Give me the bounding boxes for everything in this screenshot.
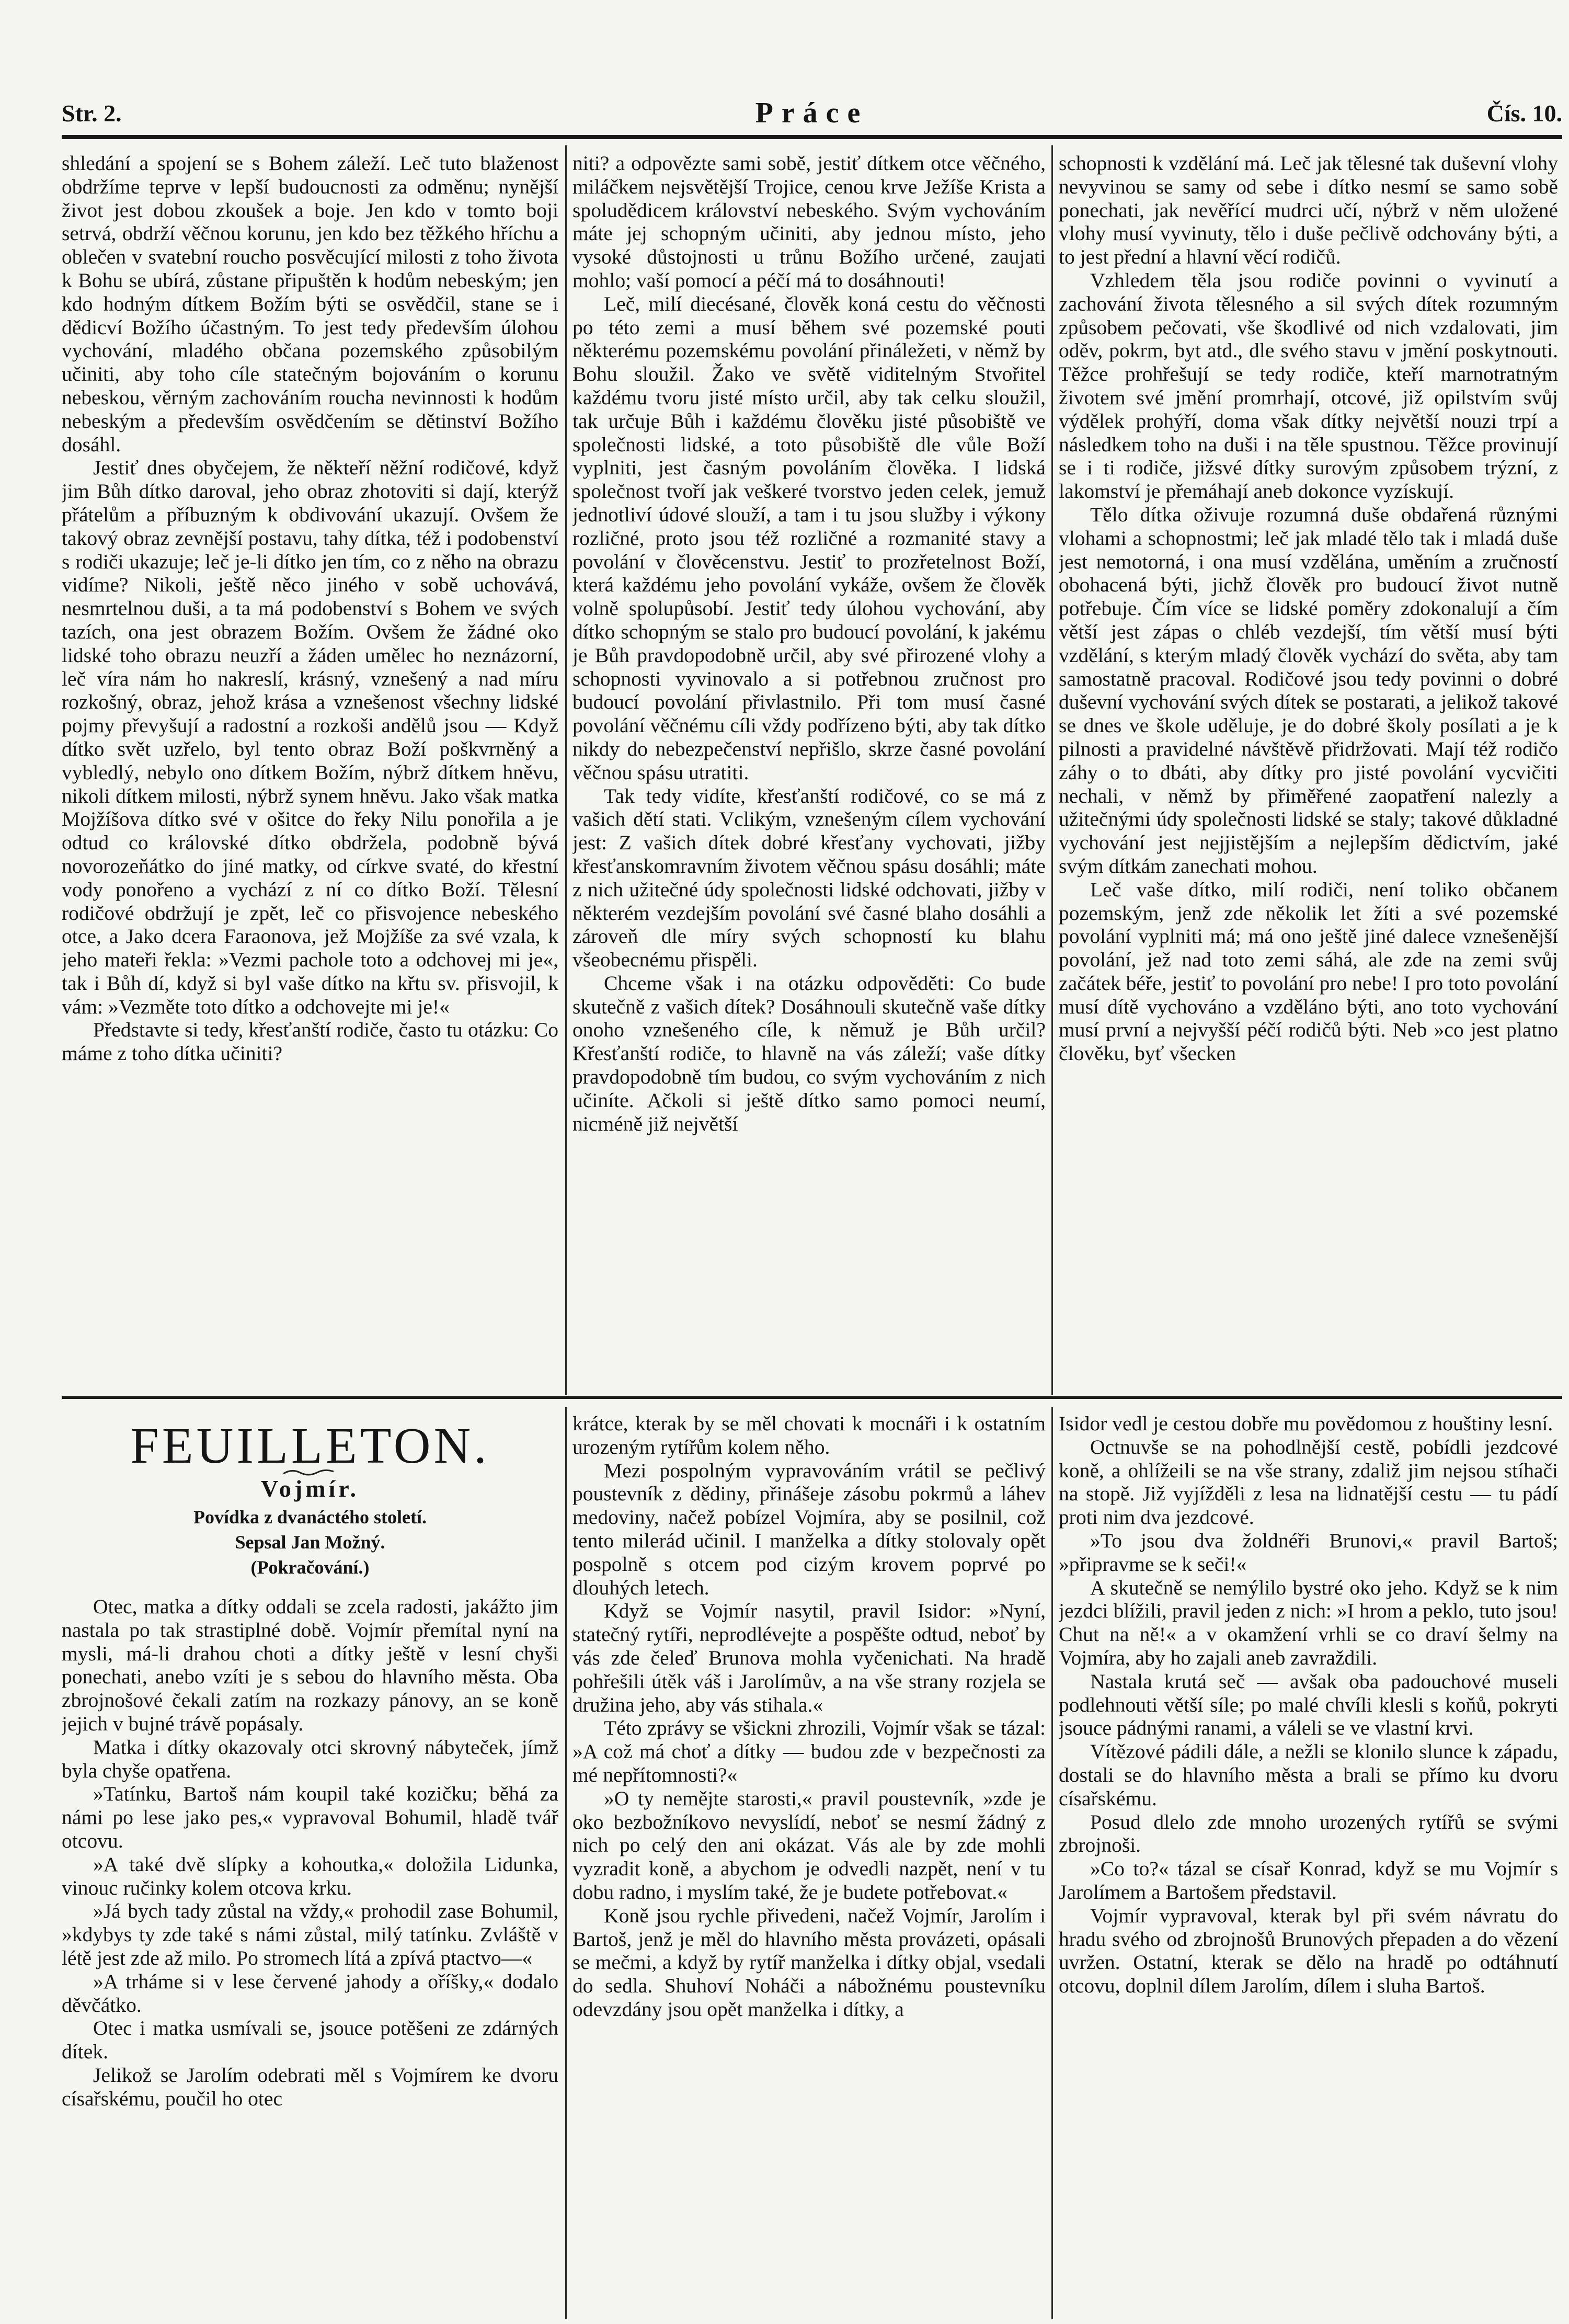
feuilleton-heading: FEUILLETON. (130, 1418, 490, 1474)
story-subtitle: Povídka z dvanáctého století. (193, 1507, 427, 1528)
paragraph: Posud dlelo zde mnoho urozených rytířů se svými zbrojnoši. (1059, 1810, 1558, 1857)
article-column-1 (62, 152, 558, 1391)
paragraph: Když se Vojmír nasytil, pravil Isidor: »Nyní, statečný rytíři, neprodlévejte a pospěšte odtud, neboť by vás zde čeleď Brunova mohla vyčenichati. Na hradě pohřešili útěk váš i Jarolímův, a na vše strany rozjela se družina jeho, aby vás stihala.« (572, 1599, 1046, 1716)
continuation-note: (Pokračování.) (250, 1557, 370, 1578)
feuilleton-column-2 (572, 1412, 1046, 2322)
paragraph: »To jsou dva žoldnéři Brunovi,« pravil Bartoš; »připravme se k seči!« (1059, 1529, 1558, 1576)
paragraph: Tak tedy vidíte, křesťanští rodičové, co se má z vašich dětí stati. Vclikým, vznešeným cílem vychování jest: Z vašich dítek dobré křesťany vychovati, jižby křesťanskomravním životem věčnou spásu dosáhli; máte z nich užitečné údy společnosti lidské odchovati, jižby v některém vezdejším povolání své časné blaho dosáhli a zároveň dle míry svých schopností ku blahu všeobecnému přispěli. (572, 784, 1046, 972)
paragraph: Otec i matka usmívali se, jsouce potěšeni ze zdárných dítek. (62, 2017, 558, 2064)
paragraph: Koně jsou rychle přivedeni, načež Vojmír, Jarolím i Bartoš, jenž je měl do hlavního města provázeti, opásali se mečmi, a když by rytíř manželka i dítky objal, vsedali do sedla. Shuhoví Noháči a nábožnému poustevníku odevzdány jsou opět manželka i dítky, a (572, 1904, 1046, 2021)
page-number: Str. 2. (62, 100, 122, 127)
paragraph: Leč vaše dítko, milí rodiči, není toliko občanem pozemským, jenž zde několik let žíti a své pozemské povolání vyplniti má; má ono ještě jiné dalece vznešenější povolání, jež nad toto zemi sáhá, ale zde na zemi svůj začátek béře, jestiť to povolání pro nebe! I pro toto povolání musí dítě vychováno a vzděláno býti, ano toto vychování musí první a nejvyšší péčí rodičů býti. Neb »co jest platno člověku, byť všecken (1059, 878, 1558, 1065)
paragraph: »A trháme si v lese červené jahody a oříšky,« dodalo děvčátko. (62, 1969, 558, 2017)
page-header (62, 94, 1562, 136)
paragraph: A skutečně se nemýlilo bystré oko jeho. Když se k nim jezdci blížili, pravil jeden z nich: »I hrom a peklo, tuto jsou! Chut na ně!« a v okamžení vrhli se co draví šelmy na Vojmíra, aby ho zajali aneb zavraždili. (1059, 1576, 1558, 1669)
paragraph: Tělo dítka oživuje rozumná duše obdařená různými vlohami a schopnostmi; leč jak mladé tělo tak i mladá duše jest nemotorná, i ona musí vzdělána, uměním a zručností obohacená býti, jichž člověk pro budoucí život nutně potřebuje. Čím více se lidské poměry zdokonalují a čím větší jest zápas o chléb vezdejší, tím větší musí býti vzdělání, s kterým mladý člověk vychází do světa, aby tam samostatně pracoval. Rodičové jsou tedy povinni o dobré duševní vychování svých dítek se postarati, a jelikož takové se dnes ve škole uděluje, je do dobré školy posílati a je k pilnosti a pravidelné návštěvě přidržovati. Mají též rodičo záhy o to dbáti, aby dítky pro jisté povolání vycvičiti nechali, v němž by přiměřené zaopatření nalezly a užitečnými údy společnosti lidské se staly; takové důkladné vychování jest nejjistějším a nejlepším dědictvím, jaké svým dítkám zanechati mohou. (1059, 503, 1558, 878)
paragraph: »Tatínku, Bartoš nám koupil také kozičku; běhá za námi po lese jako pes,« vypravoval Bohumil, hladě tvář otcovu. (62, 1782, 558, 1852)
column-divider (565, 145, 567, 1395)
paragraph: »Co to?« tázal se císař Konrad, když se mu Vojmír s Jarolímem a Bartošem představil. (1059, 1857, 1558, 1904)
paragraph: Jelikož se Jarolím odebrati měl s Vojmírem ke dvoru císařskému, poučil ho otec (62, 2063, 558, 2110)
paragraph: Chceme však i na otázku odpověděti: Co bude skutečně z vašich dítek? Dosáhnouli skutečně vaše dítky onoho vznešeného cíle, k němuž je Bůh určil? Křesťanští rodiče, to hlavně na vás záleží; vaše dítky pravdopodobně tím budou, co svým vychováním z nich učiníte. Ačkoli si ještě dítko samo pomoci neumí, nicméně již největší (572, 971, 1046, 1135)
article-column-3 (1059, 152, 1558, 1391)
feuilleton-column-3 (1059, 1412, 1558, 2322)
paragraph: Mezi pospolným vypravováním vrátil se pečlivý poustevník z dědiny, přinášeje zásobu pokrmů a láhev medoviny, načež pobízel Vojmíra, aby se posilnil, což tento milerád učinil. I manželka a dítky stolovaly opět pospolně s otcem pod cizým krovem poprvé po dlouhých letech. (572, 1459, 1046, 1599)
issue-number: Čís. 10. (1486, 100, 1562, 127)
article-column-2 (572, 152, 1046, 1391)
paragraph: Jestiť dnes obyčejem, že někteří něžní rodičové, když jim Bůh dítko daroval, jeho obraz zhotoviti si dají, kterýž přátelům a příbuzným k obdivování ukazují. Ovšem že takový obraz zevnější postavu, tahy dítka, též i podobenství s rodiči ukazuje; leč je-li dítko jen tím, co z něho na obrazu vidíme? Nikoli, ještě něco jiného v sobě uchovává, nesmrtelnou duši, a ta má podobenství s Bohem ve svých tazích, ona jest obrazem Božím. Ovšem že žádné oko lidské toho obrazu neuzří a žáden umělec ho neznázorní, leč víra nám ho nakreslí, krásný, vznešený a nad míru rozkošný, obraz, jehož krása a vznešenost všechny lidské pojmy převyšují a radostní a rozkoši andělů jsou — Když dítko svět uzřelo, byl tento obraz Boží poškvrněný a vybledlý, nebylo ono dítkem Božím, nýbrž dítkem hněvu, nikoli dítkem milosti, nýbrž synem hněvu. Jako však matka Mojžíšova dítko své v ošitce do řeky Nilu ponořila a je odtud co královské dítko obdržela, podobně bývá novorozeňátko do jiné matky, od církve svaté, do křestní vody ponořeno a vychází z ní co dítko Boží. Tělesní rodičové obdržují je zpět, leč co přisvojence nebeského otce, a Jako dcera Faraonova, jež Mojžíše za své vzala, k jeho mateři řekla: »Vezmi pachole toto a odchovej mi je«, tak i Bůh dí, když si byl vaše dítko na křtu sv. přisvojil, k vám: »Vezměte toto dítko a odchovejte mi je!« (62, 456, 558, 1018)
paragraph: Vítězové pádili dále, a nežli se klonilo slunce k západu, dostali se do hlavního města a brali se přímo ku dvoru císařskému. (1059, 1740, 1558, 1810)
paragraph: Leč, milí diecésané, člověk koná cestu do věčnosti po této zemi a musí během své pozemské pouti některému pozemskému povolání přináležeti, v němž by Bohu sloužil. Žako ve světě viditelným Stvořitel každému tvoru jisté místo určil, aby tak celku sloužil, tak určuje Bůh i každému člověku jisté působiště ve společnosti lidské, a toto působiště dle vůle Boží vyplniti, jest časným povoláním člověka. I lidská společnost tvoří jak veškeré tvorstvo jeden celek, jemuž jednotliví údové slouží, a tam i tu jsou služby i výkony rozličné, proto jsou též rozličné a rozmanité stavy a povolání v člověcenstvu. Jestiť to prozřetelnost Boží, která každému jeho povolání vykáže, ovšem že člověk volně spolupůsobí. Jestiť tedy úlohou vychování, aby dítko schopným se stalo pro budoucí povolání, k jakému je Bůh pravdopodobně určil, aby své přirozené vlohy a schopnosti vyvinovalo a si potřebnou zručnost pro budoucí povolání přivlastnilo. Při tom musí časné povolání věčnému cíli vždy podřízeno býti, aby tak dítko nikdy do nebezpečenství nepřišlo, skrze časné povolání věčnou spásu utratiti. (572, 292, 1046, 784)
feuilleton-column-1 (62, 1595, 558, 2322)
newspaper-title: Práce (755, 97, 869, 129)
paragraph: Představte si tedy, křesťanští rodiče, často tu otázku: Co máme z toho dítka učiniti? (62, 1018, 558, 1065)
paragraph: »Já bych tady zůstal na vždy,« prohodil zase Bohumil, »kdybys ty zde také s námi zůstal, milý tatínku. Zvláště v létě jest zde až milo. Po stromech lítá a zpívá ptactvo—« (62, 1899, 558, 1969)
paragraph: »O ty nemějte starosti,« pravil poustevník, »zde je oko bezbožníkovo nevyslídí, neboť se nesmí žádný z nich po celý den ani okázat. Vás ale by zde mohli vyzradit koně, a abychom je odvedli nazpět, není v tu dobu radno, i myslím také, že je budete potřebovat.« (572, 1786, 1046, 1904)
paragraph: Matka i dítky okazovaly otci skrovný nábyteček, jímž byla chyše opatřena. (62, 1735, 558, 1782)
feuilleton-rule (62, 1396, 1562, 1399)
column-divider (1051, 145, 1053, 1395)
paragraph: »A také dvě slípky a kohoutka,« doložila Lidunka, vinouc ručinky kolem otcova krku. (62, 1852, 558, 1899)
paragraph: krátce, kterak by se měl chovati k mocnáři i k ostatním urozeným rytířům kolem něho. (572, 1412, 1046, 1459)
paragraph: Isidor vedl je cestou dobře mu povědomou z houštiny lesní. (1059, 1412, 1553, 1435)
column-divider (1051, 1407, 1053, 2319)
paragraph: shledání a spojení se s Bohem záleží. Leč tuto blaženost obdržíme teprve v lepší budoucnosti za odměnu; nynější život jest dobou zkoušek a boje. Jen kdo v tomto boji setrvá, obdrží věčnou korunu, jen kdo bez těžkého hříchu a oblečen v svatební roucho posvěcující milosti z toho života k Bohu se ubírá, zůstane připuštěn k hodům nebeským; jen kdo hodným dítkem Božím býti se osvědčil, stane se i dědicví Božího účastným. To jest tedy především úlohou vychování, mladého občana pozemského způsobilým učiniti, aby toho cíle statečným bojováním o korunu nebeskou, věrným zachováním roucha nevinnosti k hodům nebeským a především osvědčením se dětinství Božího dosáhl. (62, 152, 558, 456)
paragraph: niti? a odpovězte sami sobě, jestiť dítkem otce věčného, miláčkem nejsvětější Trojice, cenou krve Ježíše Krista a spoludědicem království nebeského. Svým vychováním máte jej schopným učiniti, aby jednou místo, jeho vysoké důstojnosti u trůnu Božího určené, zaujati mohlo; vaší pomocí a péčí má to dosáhnouti! (572, 152, 1046, 292)
paragraph: Vzhledem těla jsou rodiče povinni o vyvinutí a zachování života tělesného a sil svých dítek rozumným způsobem pečovati, vše škodlivé od nich vzdalovati, jim oděv, pokrm, byt atd., dle svého stavu v jmění poskytnouti. Těžce prohřešují se tedy rodiče, kteří marnotratným životem své jmění promrhají, otcové, již opilstvím svůj výdělek prohýří, doma však dítky největší nouzi trpí a následkem toho na duši i na těle spustnou. Těžce provinují se i ti rodiče, jižsvé dítky surovým způsobem trýzní, z lakomství je přemáhají aneb dokonce vyzískují. (1059, 268, 1558, 503)
paragraph: Octnuvše se na pohodlnější cestě, pobídli jezdcové koně, a ohlížeili se na vše strany, zdaliž jim nejsou stíhači na stopě. Již vyjížděli z lesa na lidnatější cestu — tu pádí proti nim dva jezdcové. (1059, 1435, 1558, 1529)
column-divider (565, 1407, 567, 2319)
story-title: Vojmír. (260, 1475, 360, 1502)
header-rule (62, 135, 1562, 139)
paragraph: Otec, matka a dítky oddali se zcela radosti, jakážto jim nastala po tak strastiplné době. Vojmír přemítal nyní na mysli, má-li drahou choti a dítky ještě v lesní chyši ponechati, anebo vzíti je s sebou do hlavního města. Oba zbrojnošové čekali zatím na rozkazy pánovy, an se koně jejich v bujné trávě popásaly. (62, 1595, 558, 1735)
paragraph: Této zprávy se všickni zhrozili, Vojmír však se tázal: »A což má choť a dítky — budou zde v bezpečnosti za mé nepřítomnosti?« (572, 1716, 1046, 1786)
paragraph: schopnosti k vzdělání má. Leč jak tělesné tak duševní vlohy nevyvinou se samy od sebe i dítko nesmí se samo sobě ponechati, jak nevěřící mudrci učí, nýbrž v něm uložené vlohy musí vyvinuty, tělo i duše pečlivě odchovány býti, a to jest přední a hlavní věcí rodičů. (1059, 152, 1558, 269)
story-author: Sepsal Jan Možný. (235, 1532, 385, 1553)
paragraph: Nastala krutá seč — avšak oba padouchové museli podlehnouti větší síle; po malé chvíli klesli s koňů, pokryti jsouce pádnými ranami, a váleli se ve vlastní krvi. (1059, 1669, 1558, 1740)
paragraph: Vojmír vypravoval, kterak byl při svém návratu do hradu svého od zbrojnošů Brunových přepaden a do vězení uvržen. Ostatní, kterak se dělo na hradě po odtáhnutí otcovu, doplnil dílem Jarolím, dílem i sluha Bartoš. (1059, 1904, 1558, 1998)
